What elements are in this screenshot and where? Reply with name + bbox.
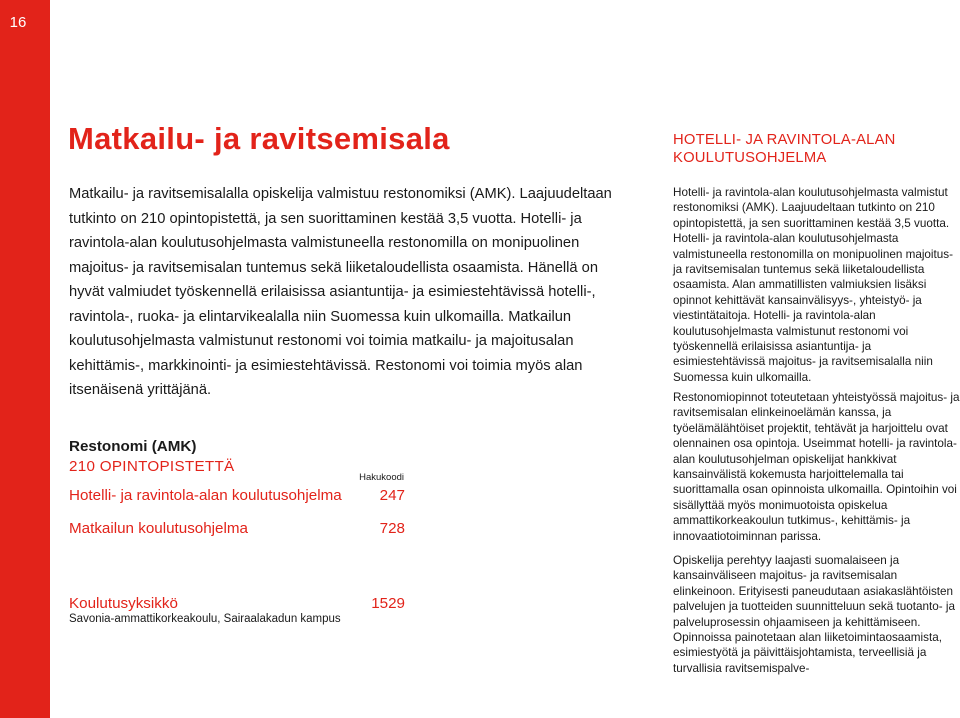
degree-name: Restonomi (AMK)	[69, 438, 197, 455]
programme-row	[69, 520, 405, 537]
intro-paragraph: Matkailu- ja ravitsemisalalla opiskelija valmistuu restonomiksi (AMK). Laajuudeltaan tutkinto on 210 opintopistettä, ja sen suorittaminen kestää 3,5 vuotta. Hotelli- ja ravintola-alan koulutusohjelmasta valmistuneella restonomilla on monipuolinen majoitus- ja ravitsemisalan tuntemus sekä liiketaloudellista osaamista. Hänellä on hyvät valmiudet työskennellä erilaisissa asiantuntija- ja esimiestehtävissä hotelli-, ravintola-, ruoka- ja elintarvikealalla niin Suomessa kuin ulkomailla. Matkailun koulutusohjelmasta valmistunut restonomi voi toimia matkailu- ja majoitusalan kehittämis-, markkinointi- ja esimiestehtävissä. Restonomi voi toimia myös alan itsenäisenä yrittäjänä.	[69, 186, 612, 398]
programme-label: Matkailun koulutusohjelma	[69, 520, 248, 537]
degree-credits: 210 OPINTOPISTETTÄ	[69, 458, 235, 475]
sidebar-heading: HOTELLI- JA RAVINTOLA-ALAN KOULUTUSOHJELMA	[673, 132, 896, 166]
sidebar-paragraph: Hotelli- ja ravintola-alan koulutusohjelmasta valmistut restonomiksi (AMK). Laajuudeltaan tutkinto on 210 opintopistettä, ja sen suorittaminen kestää 3,5 vuotta. Hotelli- ja ravintola-alan koulutusohjelmasta valmistuneella restonomilla on monipuolinen majoitus- ja ravitsemisalan tuntemus sekä liiketaloudellista osaamista. Alan ammatillisten valmiuksien lisäksi opinnot kehittävät kansainvälisyys-, yhteistyö- ja viestintätaitoja. Hotelli- ja ravintola-alan koulutusohjelmasta valmistunut restonomi voi työskennellä erilaisissa asiantuntija- ja esimiestehtävissä majoitus- ja ravitsemisalalla niin Suomessa kuin ulkomailla.	[673, 186, 953, 384]
programme-row	[69, 487, 405, 504]
application-code-heading: Hakukoodi	[359, 472, 404, 483]
page-title: Matkailu- ja ravitsemisala	[68, 121, 450, 156]
page-number-badge	[0, 0, 50, 718]
programme-label: Hotelli- ja ravintola-alan koulutusohjelma	[69, 487, 342, 504]
programme-code: 728	[379, 520, 405, 537]
campus-name: Savonia-ammattikorkeakoulu, Sairaalakadun kampus	[69, 613, 341, 625]
education-unit-label: Koulutusyksikkö	[69, 595, 178, 612]
education-unit-row	[69, 595, 405, 612]
sidebar-paragraph: Opiskelija perehtyy laajasti suomalaiseen ja kansainväliseen majoitus- ja ravitsemisalan elinkeinoon. Erityisesti paneudutaan asiakaslähtöisten palvelujen ja tuotteiden suunnitteluun sekä tuotanto- ja palveluprosessin ohjaamiseen ja kehittämiseen. Opinnoissa painotetaan alan liiketoimintaosaamista, esimiestyötä ja päivittäisjohtamista, terveellisiä ja turvallisia ravitsemispalve-	[673, 554, 956, 675]
education-unit-code: 1529	[371, 595, 405, 612]
programme-code: 247	[379, 487, 405, 504]
page-number: 16	[9, 14, 27, 31]
sidebar-paragraph: Restonomiopinnot toteutetaan yhteistyössä majoitus- ja ravitsemisalan elinkeinoelämän kanssa, ja työelämälähtöiset projektit, tehtävät ja harjoittelu ovat olennainen osa opintoja. Useimmat hotelli- ja ravintola-alan koulutusohjelman opiskelijat hankkivat kansainvälistä kokemusta harjoittelemalla tai suorittamalla osan opinnoista ulkomailla. Opintoihin voi sisällyttää myös monimuotoista opiskelua ammattikorkeakoulun tutkimus-, kehittämis- ja innovaatiotoiminnan parissa.	[673, 391, 960, 543]
